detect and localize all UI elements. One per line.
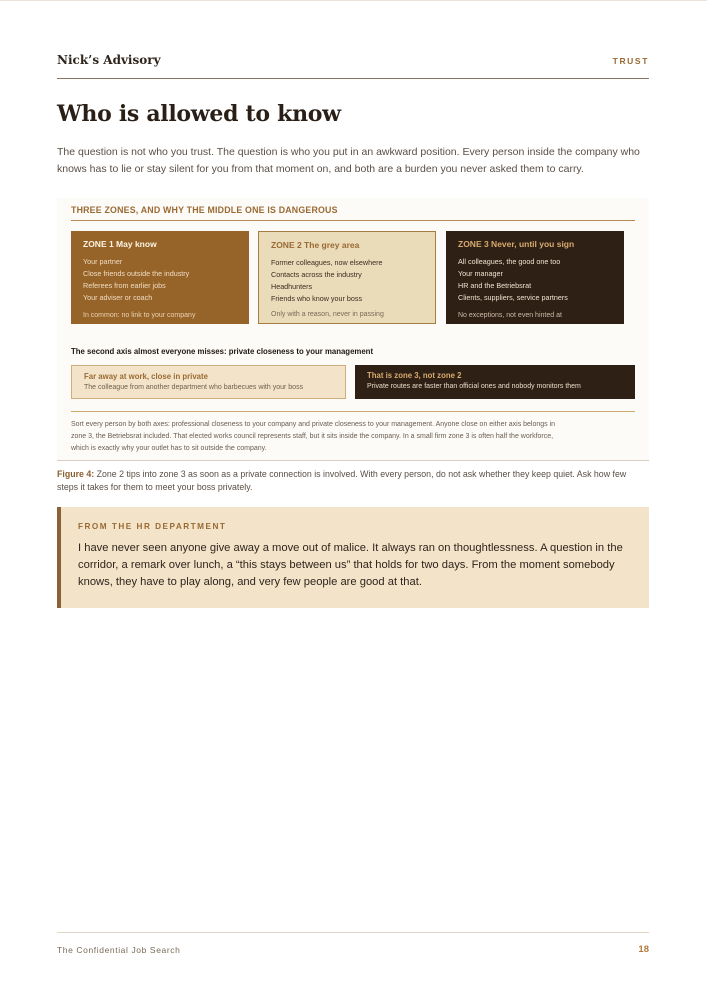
page — [57, 1, 649, 1001]
section-tag: TRUST — [612, 56, 649, 66]
figure-caption — [57, 468, 649, 493]
figure-divider — [71, 411, 635, 412]
callout-quote: I have never seen anyone give away a move out of malice. It always ran on thoughtlessness. A question in the corridor, a remark over lunch, a “this stays between us” that holds for two days. From the moment somebody knows, they have to play along, and very few people are good at that. — [78, 542, 623, 588]
page-title: Who is allowed to know — [57, 101, 341, 127]
box-subtitle: Private routes are faster than official ones and nobody monitors them — [367, 383, 581, 390]
figure-heading: THREE ZONES, AND WHY THE MIDDLE ONE IS DANGEROUS — [71, 205, 635, 221]
page-footer — [57, 932, 649, 962]
zone-title: ZONE 3 Never, until you sign — [458, 239, 575, 249]
zone-item: Clients, suppliers, service partners — [458, 293, 568, 302]
footer-book-title: The Confidential Job Search — [57, 945, 181, 955]
zone-item: Your manager — [458, 269, 503, 278]
zone-2-card — [258, 231, 436, 324]
page-number: 18 — [638, 944, 649, 955]
zone-item: Contacts across the industry — [271, 270, 362, 279]
zone-item: Headhunters — [271, 282, 313, 291]
zone-item: Former colleagues, now elsewhere — [271, 258, 383, 267]
zone-item: Close friends outside the industry — [83, 269, 190, 278]
hr-quote-callout — [57, 507, 649, 608]
zone-title: ZONE 2 The grey area — [271, 240, 360, 250]
zone-item: All colleagues, the good one too — [458, 257, 561, 266]
zone-item: Your adviser or coach — [83, 293, 153, 302]
zones-figure — [57, 198, 649, 461]
caption-label: Figure 4: — [57, 469, 95, 479]
box-title: Far away at work, close in private — [84, 372, 208, 381]
callout-label: FROM THE HR DEPARTMENT — [78, 522, 227, 531]
second-axis-title: The second axis almost everyone misses: private closeness to your management — [71, 347, 374, 356]
zone-3-card — [446, 231, 624, 324]
zone-item: Your partner — [83, 257, 123, 266]
intro-paragraph: The question is not who you trust. The question is who you put in an awkward position. Every person inside the company who knows has to lie or stay silent for you from that moment on, and both are a burden you never asked them to carry. — [57, 146, 640, 175]
zone-footer: In common: no link to your company — [83, 312, 196, 319]
zone-1-card — [71, 231, 249, 324]
page-header — [57, 51, 649, 79]
zone-footer: No exceptions, not even hinted at — [458, 312, 562, 319]
far-at-work-box — [71, 365, 346, 399]
zone-item: Friends who know your boss — [271, 294, 363, 303]
brand-name: Nick’s Advisory — [57, 53, 161, 67]
zone-item: Referees from earlier jobs — [83, 281, 166, 290]
figure-note: Sort every person by both axes: professional closeness to your company and private closeness to your management. Anyone close on either axis belongs in zone 3, the Betriebsrat included. That elected works council represents staff, but it sits inside the company. In a small firm zone 3 is often half the workforce, which is exactly why your outlet has to sit outside the company. — [71, 421, 556, 452]
caption-text: Zone 2 tips into zone 3 as soon as a private connection is involved. With every person, do not ask whether they keep quiet. Ask how few steps it takes for them to meet your boss privately. — [57, 469, 627, 492]
box-subtitle: The colleague from another department who barbecues with your boss — [84, 384, 304, 391]
box-title: That is zone 3, not zone 2 — [367, 371, 462, 380]
zone-item: HR and the Betriebsrat — [458, 281, 532, 290]
zone-footer: Only with a reason, never in passing — [271, 311, 384, 318]
zone-3-not-2-box — [355, 365, 635, 399]
zone-title: ZONE 1 May know — [83, 239, 157, 249]
